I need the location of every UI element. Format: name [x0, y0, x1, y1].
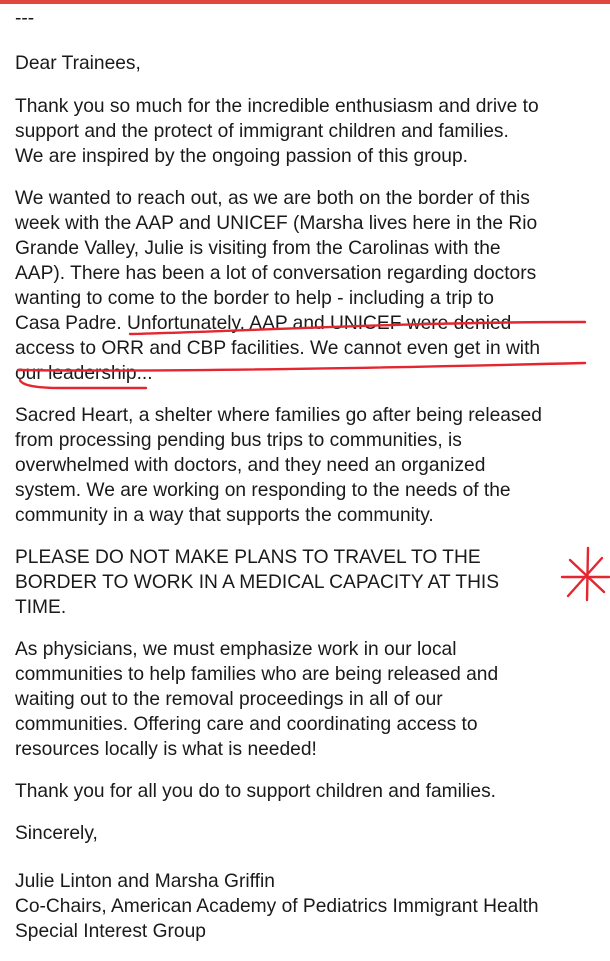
text-line: resources locally is what is needed!: [15, 739, 317, 760]
text-line: Casa Padre. Unfortunately, AAP and UNICEF were denied: [15, 313, 512, 334]
signature-block: [15, 869, 605, 944]
text-line: access to ORR and CBP facilities. We cannot even get in with: [15, 338, 541, 359]
top-accent-bar: [0, 0, 610, 4]
text-line: Thank you for all you do to support children and families.: [15, 781, 497, 802]
text-line: community in a way that supports the community.: [15, 505, 434, 526]
text-line: We are inspired by the ongoing passion of this group.: [15, 146, 468, 167]
text-line: wanting to come to the border to help - including a trip to: [15, 288, 494, 309]
text-line: from processing pending bus trips to communities, is: [15, 430, 462, 451]
text-line: communities to help families who are being released and: [15, 664, 499, 685]
text-line: system. We are working on responding to the needs of the: [15, 480, 511, 501]
text-line: We wanted to reach out, as we are both on the border of this: [15, 188, 530, 209]
text-line: overwhelmed with doctors, and they need an organized: [15, 455, 486, 476]
text-line: week with the AAP and UNICEF (Marsha lives here in the Rio: [15, 213, 538, 234]
text-line: communities. Offering care and coordinating access to: [15, 714, 478, 735]
text-line: waiting out to the removal proceedings in all of our: [15, 689, 443, 710]
text-line: Grande Valley, Julie is visiting from the Carolinas with the: [15, 238, 501, 259]
text-line: AAP). There has been a lot of conversation regarding doctors: [15, 263, 537, 284]
text-line: Sacred Heart, a shelter where families go after being released: [15, 405, 542, 426]
text-line: As physicians, we must emphasize work in our local: [15, 639, 457, 660]
text-line: PLEASE DO NOT MAKE PLANS TO TRAVEL TO THE: [15, 547, 481, 568]
text-line: support and the protect of immigrant children and families.: [15, 121, 509, 142]
signature-line: Co-Chairs, American Academy of Pediatrics Immigrant Health: [15, 896, 539, 917]
text-line: TIME.: [15, 597, 67, 618]
signature-line: Julie Linton and Marsha Griffin: [15, 871, 275, 892]
letter-body: [15, 6, 605, 961]
closing: Sincerely,: [15, 823, 98, 844]
signature-line: Special Interest Group: [15, 921, 206, 942]
text-line: our leadership...: [15, 363, 153, 384]
paragraph-do-not-travel: [15, 545, 605, 620]
text-line: Thank you so much for the incredible enthusiasm and drive to: [15, 96, 539, 117]
greeting: Dear Trainees,: [15, 53, 141, 74]
paragraph-sacred-heart: [15, 403, 605, 528]
separator: ---: [15, 8, 35, 29]
paragraph-thank-you: [15, 779, 605, 804]
paragraph-border-visit: [15, 186, 605, 386]
paragraph-physicians: [15, 637, 605, 762]
text-line: BORDER TO WORK IN A MEDICAL CAPACITY AT THIS: [15, 572, 500, 593]
paragraph-thanks: [15, 94, 605, 169]
